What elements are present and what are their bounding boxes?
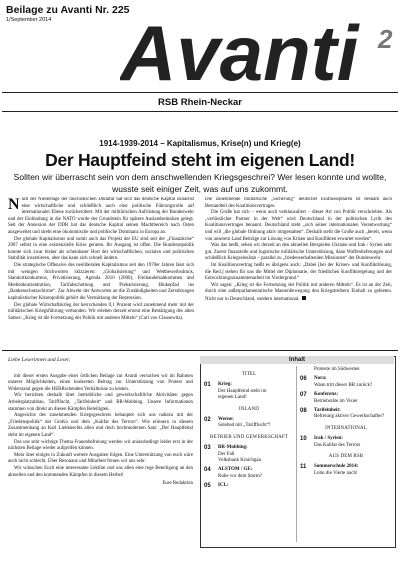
article-paragraph: Was das heißt, sehen wir derzeit an den aktuellen Beispielen Ukraine und Irak / Syrien sehr gut. Zuerst finanzielle und logistische militärische Unterstützung, dann Waffenlieferungen und schließlich Kriegseinsätze – parallel zu „friedenserhaltenden Missionen“ der Bundeswehr. <box>205 243 392 262</box>
toc-item-line: Solebad mit „Tarifflucht“! <box>218 423 271 429</box>
toc-item-text <box>218 417 271 430</box>
avanti-logo <box>120 4 400 92</box>
editorial-letter <box>8 357 193 553</box>
toc-item-title: Irak / Syrien: <box>314 436 343 442</box>
toc-item-title: BR-Mobbing: <box>218 445 248 451</box>
toc-item-line: Das Kalifat des Terrors <box>314 442 361 448</box>
toc-page-number: 05 <box>204 483 211 490</box>
toc-item-text <box>314 408 384 421</box>
toc-item <box>300 392 392 405</box>
toc-right-column <box>300 367 392 480</box>
toc-item-title: Werne: <box>218 417 234 423</box>
region-title: RSB Rhein-Neckar <box>158 97 242 108</box>
toc-item-title: ALSTOM / GE: <box>218 467 253 473</box>
toc-page-number <box>300 367 310 373</box>
toc-section-heading: INLAND <box>239 406 259 412</box>
toc-item <box>204 483 294 489</box>
end-mark <box>302 296 306 300</box>
toc-item <box>300 367 392 373</box>
toc-item-text <box>218 467 262 480</box>
letter-signature: Eure Redaktion <box>162 481 193 487</box>
toc-page-number: 07 <box>300 392 307 399</box>
toc-page-number: 02 <box>204 417 211 424</box>
toc-item <box>204 417 294 430</box>
toc-item-text <box>218 382 266 401</box>
toc-column-separator <box>296 366 297 542</box>
toc-item-title: ICL: <box>218 483 229 489</box>
toc-item <box>300 376 392 389</box>
toc-page-number: 04 <box>204 467 211 474</box>
toc-left-column <box>204 367 294 493</box>
article-paragraph: Wir sagen: „Krieg ist die Fortsetzung der Politik mit anderen Mitteln“. Es ist an der Zeit, durch eine außerparlamentarische Massenbewegung den Kriegstreibern Einhalt zu gebieten. Nicht nur in Deutschland, sondern international. <box>205 282 392 302</box>
toc-item-text <box>314 367 360 373</box>
toc-section-heading: BETRIEB UND GEWERKSCHAFT <box>210 434 288 440</box>
toc-item-title: Konferenz: <box>314 392 339 398</box>
toc-page-number: 08 <box>300 408 307 415</box>
toc-item-line: Der Fall <box>218 451 235 457</box>
toc-item-line: Befreiung aktiver Gewerkschafter? <box>314 414 385 420</box>
toc-item-line: Volksbank Kraichgau <box>218 458 262 464</box>
article-column-1 <box>8 197 194 343</box>
toc-item-text <box>314 436 360 449</box>
toc-item-line: eigenen Land! <box>218 395 247 401</box>
article-paragraph: Die Große hat sich – wenn auch verklausuliert – dieser Art von Politik verschrieben. Als „verlässlicher Partner in der Welt“ wird Deutschland in der politischen Lyrik des Koalitionsvertrages benannt. Deutschland steht „sich seiner internationalen Verantwortung“ und will „die globale Ordnung aktiv mitgestalten“. Deshalb stellt die Große auch „bereit, wenn von unserem Land Beiträge zur Lösung von Krisen und Konflikten erwartet werden“. <box>205 210 392 242</box>
issue-date: 1/September 2014 <box>6 17 52 23</box>
toc-item <box>204 382 294 401</box>
supplement-kicker: Beilage zu Avanti Nr. 225 <box>6 4 130 16</box>
article-paragraph: Im Koalitionsvertrag heißt es übrigens auch: „Dabei [bei der Krisen- und Konfliktlösung, die Red.] stehen für uns die Mittel der Diplomatie, der friedlichen Konfliktregelung und der Entwicklungszusammenarbeit im Vordergrund.“ <box>205 262 392 282</box>
toc-item-text <box>314 464 358 477</box>
toc-item <box>204 467 294 480</box>
article-paragraph: Der globale Wirtschaftskrieg der herrschenden 0,1 Prozent wird zunehmend mehr mit der militärischen Kriegsführung verbunden. Wir erleben derzeit erneut eine Bestätigung des alten Satzes: „Krieg ist die Fortsetzung der Politik mit anderen Mitteln“ (Carl von Clausewitz). <box>8 302 194 321</box>
toc-item-line: Betriebsräte im Visier <box>314 398 358 404</box>
logo-number: 2 <box>378 24 393 54</box>
toc-section-heading: AUS DEM RSB <box>328 454 364 460</box>
article-paragraph: ach der Niederlage der faschistischen Diktatur hat sich das deutsche Kapital zunächst eine wirtschaftliche und schließlich auch eine politische Führungsrolle auf internationaler Ebene zurückerobert. Mit der militärischen Aufrüstung der Bundeswehr und der Einbindung in die NATO wurde der Grundstein für spätere Auslandseinsätze gelegt. Seit der Annexion der DDR hat das deutsche Kapital seinen Machtbereich nach Osten ausgeweitet und strebt eine ökonomische und politische Dominanz in Europa an. <box>8 197 194 235</box>
article-headline: Der Hauptfeind steht im eigenen Land! <box>45 150 355 170</box>
toc-page-number: 01 <box>204 382 211 389</box>
dropcap: N <box>8 197 20 213</box>
toc-item-title: Sommerschule 2014: <box>314 464 359 470</box>
toc-item-line: Ruhe vor dem Sturm? <box>218 473 263 479</box>
toc-item-title: Nora: <box>314 376 327 382</box>
toc-item-text <box>218 483 229 489</box>
letter-paragraph: Das uns sehr wichtige Thema Frauenbefreiung werden wir anlassbedingt leider erst in der nächsten Beilage wieder aufgreifen können. <box>8 439 193 452</box>
toc-item-line: Wann tritt dieser BR zurück? <box>314 382 373 388</box>
toc-page-number: 03 <box>204 445 211 452</box>
toc-page-number: 11 <box>300 464 307 471</box>
article-lead: Sollten wir überrascht sein von dem anschwellenden Kriegsgeschrei? Wer lesen konnte und wollte, wusste seit einiger Zeit, was auf uns zukommt. <box>13 172 387 194</box>
masthead-rule-bottom <box>2 111 398 112</box>
letter-paragraph: Angesichts des zunehmenden Kriegsgeschreis behauptet sich uns nahezu mit der „Friedenspolitik“ der GroKo und dem „Kalifat des Terrors“. Wie erinnern in diesem Zusammenhang an Karl Liebknechts allen und doch hochmodernen Satz: „Der Hauptfeind steht im eigenen Land“. <box>8 413 193 438</box>
article-paragraph: Die zunehmende militärische „Sicherung“ deutscher Einflusssphären ist deshalb auch Bestandteil des Koalitionsvertrages. <box>205 197 392 209</box>
toc-item-text <box>218 445 261 464</box>
toc-page-number: 06 <box>300 376 307 383</box>
toc-page-number: 10 <box>300 436 307 443</box>
toc-item <box>300 464 392 477</box>
masthead-rule-top <box>2 92 398 93</box>
toc-section-heading: INTERNATIONAL <box>325 425 367 431</box>
toc-title: Inhalt <box>200 356 394 364</box>
toc-item <box>204 445 294 464</box>
letter-paragraph: Wir berichten deshalb über betriebliche und gewerkschaftliche Aktivitäten gegen Arbeitsplatzabbau, Tarifflucht, „Tarifeinheit“ und BR-Mobbing. Unsere Informationen stammen von direkt an diesen Kämpfen Beteiligten. <box>8 393 193 412</box>
article-subheadline: 1914-1939-2014 – Kapitalismus, Krise(n) und Krieg(e) <box>99 139 301 148</box>
letter-salutation: Liebe Leserinnen und Leser, <box>8 357 71 363</box>
toc-item <box>300 436 392 449</box>
toc-item-line: Der Hauptfeind steht im <box>218 388 267 394</box>
toc-item-line: Lohn die Vierte nach! <box>314 470 358 476</box>
toc-item-text <box>314 392 358 405</box>
toc-item-title: Tarifeinheit: <box>314 408 341 414</box>
logo-wordmark: Avanti <box>120 9 359 92</box>
article-column-2 <box>205 197 392 343</box>
article-paragraph: Der globale Kapitalismus und somit auch das Projekt der EU sind seit der „Finanzkrise“ 2007 selbst in eine existenzielle Krise geraten. Ihr Ausgang ist offen. Die Bundesrepublik konnte sich zwar bisher als scheinbarer Hort der wirtschaftlichen, sozialen und politischen Stabilität inszenieren, aber das kann sich schnell ändern. <box>8 236 194 262</box>
article-paragraph: Die strategische Offensive des neoliberalen Kapitalismus seit den 1970er Jahren lässt sich mit wenigen Stichworten skizzieren: „Globalisierung“ und Wettbewerbsdruck, Standortkonkurrenz, Privatisierung, Agenda 2010 (2000), Freihandelsabkommen und Medienkonzentration, Tarifabschottung und Prekarisierung, Hinkepfad ins „Bankenschutzschirme“. Zur Abwehr der Antworten an die Zuständigkeiten und Zerstörungen kapitalistischer Krisenpolitik gehört die Verstärkung der Repression. <box>8 262 194 301</box>
toc-item-text <box>314 376 372 389</box>
toc-item <box>300 408 392 421</box>
toc-item-title: Proteste im Südwesten <box>314 367 360 372</box>
letter-paragraph: mit dieser ersten Ausgabe einer örtlichen Beilage zur Avanti versuchen wir im Rahmen unserer Möglichkeiten, einen konkreten Beitrag zur Unterstützung von Protest und Widerstand gegen die HERRschenden Verhältnisse zu leisten. <box>8 373 193 392</box>
toc-section-heading: TITEL <box>241 372 257 377</box>
toc-item-title: Krieg: <box>218 382 232 388</box>
letter-paragraph: Wir wünschen Euch eine interessante Lektüre und uns allen eine rege Beteiligung an den aktuellen und den kommenden Kämpfen in diesem Herbst! <box>8 465 193 478</box>
section-divider <box>2 350 398 351</box>
letter-paragraph: Mehr über einiges in Zukunft weitere Ausgaben folgen. Eine Unterstützung von euch wäre auch nicht schlecht. Über Resonanz und Mitarbeit freuen wir uns sehr. <box>8 452 193 465</box>
